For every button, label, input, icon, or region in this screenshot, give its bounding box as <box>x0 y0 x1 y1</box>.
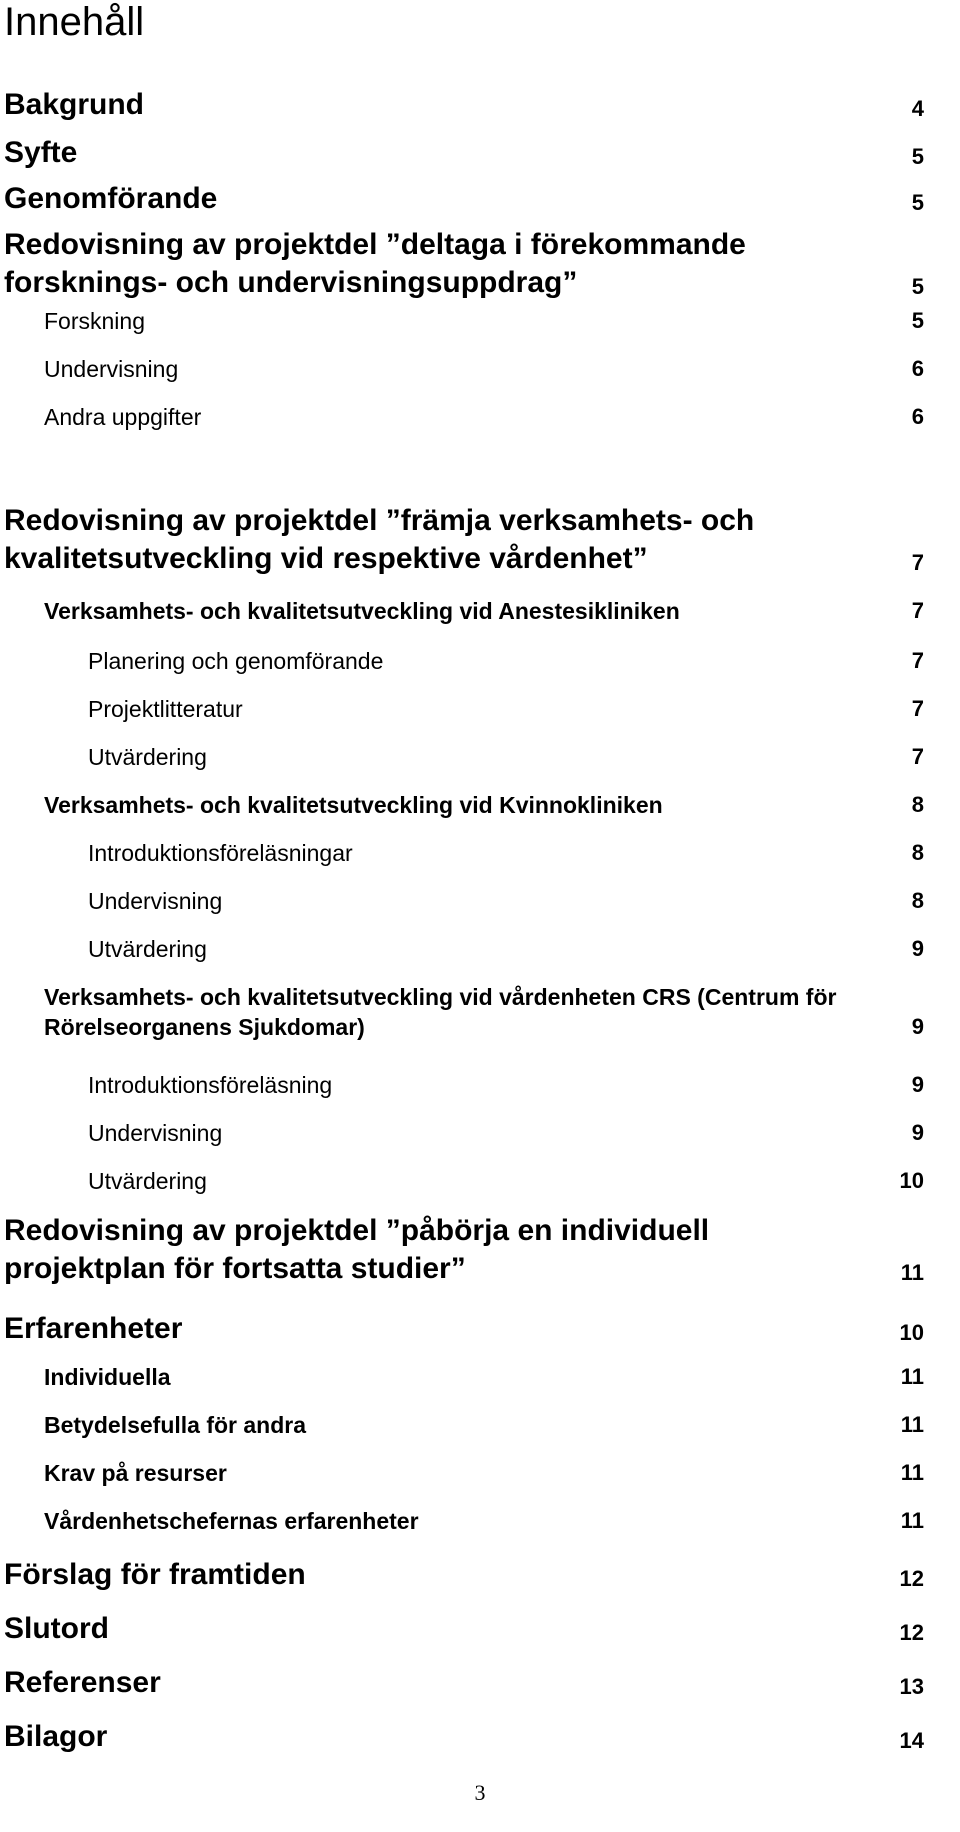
toc-entry-page: 8 <box>911 888 924 913</box>
toc-entry-forskning[interactable] <box>0 306 960 336</box>
toc-entry-page: 9 <box>911 936 924 961</box>
toc-entry-title: Erfarenheter <box>4 1312 183 1345</box>
toc-entry-title: Planering och genomförande <box>88 648 384 674</box>
toc-entry-title: Projektlitteratur <box>88 696 243 722</box>
toc-entry-forslag[interactable] <box>0 1556 960 1594</box>
toc-entry-krav-pa-resurser[interactable] <box>0 1458 960 1488</box>
toc-entry-page: 9 <box>911 1014 924 1039</box>
toc-entry-title: Bakgrund <box>4 88 145 121</box>
toc-entry-genomforande[interactable] <box>0 180 960 218</box>
toc-entry-page: 7 <box>911 696 924 721</box>
toc-entry-title: Slutord <box>4 1612 109 1645</box>
toc-entry-title: Introduktionsföreläsningar <box>88 840 353 866</box>
toc-entry-page: 10 <box>899 1168 924 1193</box>
toc-entry-betydelsefulla[interactable] <box>0 1410 960 1440</box>
toc-entry-page: 7 <box>911 598 924 623</box>
toc-entry-page: 7 <box>911 550 924 575</box>
toc-entry-redovisning-deltaga[interactable] <box>0 226 960 302</box>
toc-entry-page: 14 <box>899 1728 924 1753</box>
toc-entry-introduktionsforelasningar[interactable] <box>0 838 960 868</box>
toc-entry-title: Utvärdering <box>88 936 207 962</box>
toc-entry-undervisning[interactable] <box>0 354 960 384</box>
toc-entry-title: Genomförande <box>4 182 218 215</box>
toc-entry-slutord[interactable] <box>0 1610 960 1648</box>
toc-entry-projektlitteratur[interactable] <box>0 694 960 724</box>
toc-entry-title: Undervisning <box>88 1120 223 1146</box>
toc-entry-page: 8 <box>911 792 924 817</box>
toc-entry-title: Undervisning <box>88 888 223 914</box>
toc-entry-page: 7 <box>911 648 924 673</box>
toc-entry-title: Syfte <box>4 136 78 169</box>
toc-entry-page: 6 <box>911 404 924 429</box>
toc-entry-crs[interactable] <box>0 982 960 1042</box>
toc-entry-title: Introduktionsföreläsning <box>88 1072 333 1098</box>
toc-entry-page: 8 <box>911 840 924 865</box>
toc-entry-utvardering-kvinno[interactable] <box>0 934 960 964</box>
toc-entry-vardenhetschefernas[interactable] <box>0 1506 960 1536</box>
toc-entry-title: Individuella <box>44 1364 171 1390</box>
toc-entry-title: Verksamhets- och kvalitetsutveckling vid Anestesikliniken <box>44 598 680 624</box>
toc-entry-title: Forskning <box>44 308 145 334</box>
toc-entry-title: Redovisning av projektdel ”deltaga i förekommande forsknings- och undervisningsuppdrag” <box>4 228 746 299</box>
toc-entry-page: 5 <box>911 144 924 169</box>
toc-entry-title: Krav på resurser <box>44 1460 227 1486</box>
toc-entry-page: 5 <box>911 190 924 215</box>
toc-entry-page: 11 <box>900 1508 924 1533</box>
toc-entry-page: 11 <box>900 1460 924 1485</box>
toc-entry-title: Vårdenhetschefernas erfarenheter <box>44 1508 419 1534</box>
toc-entry-erfarenheter[interactable] <box>0 1310 960 1348</box>
toc-entry-page: 12 <box>899 1566 924 1591</box>
toc-entry-title: Utvärdering <box>88 744 207 770</box>
toc-entry-utvardering[interactable] <box>0 742 960 772</box>
toc-entry-title: Verksamhets- och kvalitetsutveckling vid Kvinnokliniken <box>44 792 663 818</box>
toc-entry-planering[interactable] <box>0 646 960 676</box>
toc-entry-page: 12 <box>899 1620 924 1645</box>
toc-entry-syfte[interactable] <box>0 134 960 172</box>
toc-entry-page: 4 <box>911 96 924 121</box>
toc-entry-undervisning-crs[interactable] <box>0 1118 960 1148</box>
toc-entry-utvardering-crs[interactable] <box>0 1166 960 1196</box>
page-number: 3 <box>474 1780 486 1805</box>
toc-entry-redovisning-paborja[interactable] <box>0 1212 960 1288</box>
toc-entry-title: Utvärdering <box>88 1168 207 1194</box>
toc-entry-page: 7 <box>911 744 924 769</box>
toc-entry-page: 6 <box>911 356 924 381</box>
toc-entry-title: Bilagor <box>4 1720 108 1753</box>
toc-entry-title: Undervisning <box>44 356 179 382</box>
toc-entry-title: Andra uppgifter <box>44 404 202 430</box>
toc-entry-individuella[interactable] <box>0 1362 960 1392</box>
toc-entry-anestesikliniken[interactable] <box>0 596 960 626</box>
toc-entry-page: 5 <box>911 308 924 333</box>
toc-entry-title: Referenser <box>4 1666 161 1699</box>
toc-entry-page: 11 <box>900 1412 924 1437</box>
page-title: Innehåll <box>4 0 145 44</box>
toc-entry-redovisning-framja[interactable] <box>0 502 960 578</box>
toc-entry-undervisning-kvinno[interactable] <box>0 886 960 916</box>
toc-entry-page: 9 <box>911 1072 924 1097</box>
toc-entry-bilagor[interactable] <box>0 1718 960 1756</box>
toc-entry-kvinnokliniken[interactable] <box>0 790 960 820</box>
toc-entry-referenser[interactable] <box>0 1664 960 1702</box>
toc-entry-title: Betydelsefulla för andra <box>44 1412 307 1438</box>
toc-entry-bakgrund[interactable] <box>0 86 960 124</box>
toc-entry-page: 13 <box>899 1674 924 1699</box>
toc-entry-title: Verksamhets- och kvalitetsutveckling vid vårdenheten CRS (Centrum för Rörelseorganens Sjukdomar) <box>44 984 837 1040</box>
toc-entry-introduktionsforelasning[interactable] <box>0 1070 960 1100</box>
toc-entry-page: 10 <box>899 1320 924 1345</box>
toc-entry-title: Redovisning av projektdel ”främja verksamhets- och kvalitetsutveckling vid respektive vårdenhet” <box>4 504 755 575</box>
toc-entry-page: 11 <box>900 1260 924 1285</box>
toc-entry-page: 11 <box>900 1364 924 1389</box>
toc-entry-andra-uppgifter[interactable] <box>0 402 960 432</box>
toc-entry-page: 9 <box>911 1120 924 1145</box>
toc-entry-page: 5 <box>911 274 924 299</box>
toc-entry-title: Förslag för framtiden <box>4 1558 306 1591</box>
toc-entry-title: Redovisning av projektdel ”påbörja en individuell projektplan för fortsatta studier” <box>4 1214 710 1285</box>
